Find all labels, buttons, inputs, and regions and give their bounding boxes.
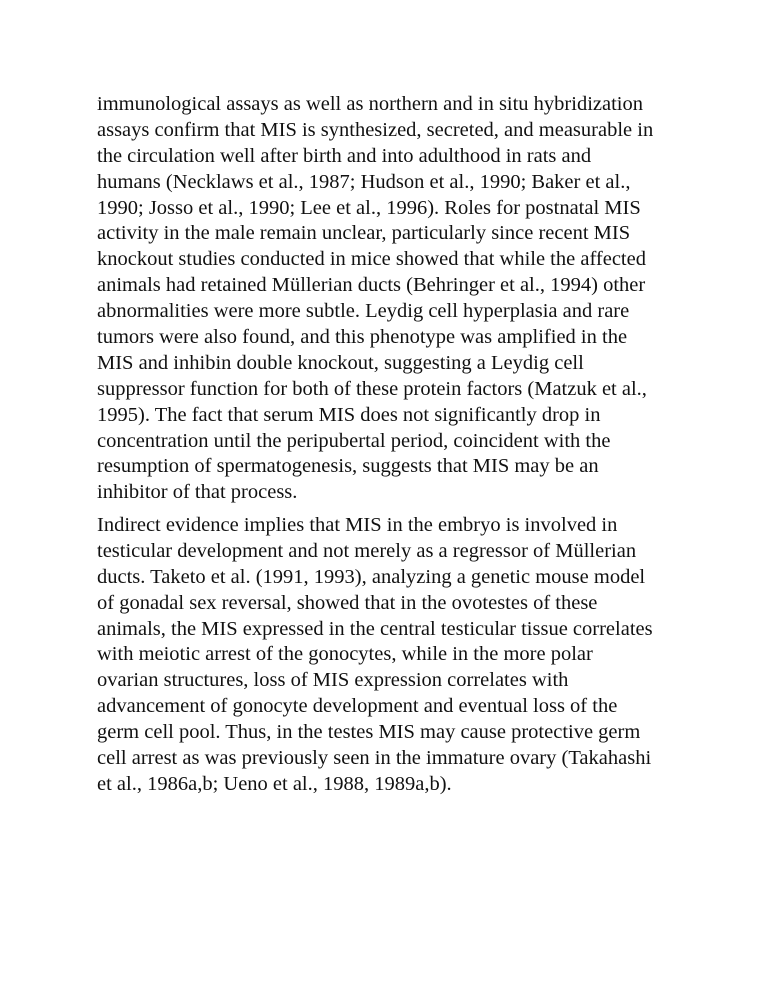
text-line: the circulation well after birth and into adulthood in rats and xyxy=(97,144,592,167)
paragraph-2 xyxy=(97,513,687,798)
text-line: knockout studies conducted in mice showed that while the affected xyxy=(97,248,646,271)
text-line: immunological assays as well as northern and in situ hybridization xyxy=(97,93,643,115)
text-line: tumors were also found, and this phenotype was amplified in the xyxy=(97,326,628,349)
text-line: concentration until the peripubertal period, coincident with the xyxy=(97,429,611,452)
text-line: ovarian structures, loss of MIS expression correlates with xyxy=(97,669,569,692)
text-line: of gonadal sex reversal, showed that in the ovotestes of these xyxy=(97,591,598,614)
text-line: humans (Necklaws et al., 1987; Hudson et al., 1990; Baker et al., xyxy=(97,170,631,193)
text-line: with meiotic arrest of the gonocytes, while in the more polar xyxy=(97,643,593,666)
text-line: testicular development and not merely as a regressor of Müllerian xyxy=(97,539,637,562)
text-line: advancement of gonocyte development and eventual loss of the xyxy=(97,695,618,718)
text-line: activity in the male remain unclear, particularly since recent MIS xyxy=(97,222,631,245)
text-line: ducts. Taketo et al. (1991, 1993), analyzing a genetic mouse model xyxy=(97,565,646,588)
text-line: cell arrest as was previously seen in the immature ovary (Takahashi xyxy=(97,747,652,770)
text-line: MIS and inhibin double knockout, suggesting a Leydig cell xyxy=(97,351,584,374)
text-line: Indirect evidence implies that MIS in the embryo is involved in xyxy=(97,514,618,536)
text-line: animals, the MIS expressed in the central testicular tissue correlates xyxy=(97,617,653,640)
text-line: 1990; Josso et al., 1990; Lee et al., 1996). Roles for postnatal MIS xyxy=(97,196,641,219)
text-line: suppressor function for both of these protein factors (Matzuk et al., xyxy=(97,377,647,400)
text-line: animals had retained Müllerian ducts (Behringer et al., 1994) other xyxy=(97,274,646,297)
paragraph-1 xyxy=(97,92,687,506)
text-line: inhibitor of that process. xyxy=(97,481,298,504)
text-line: assays confirm that MIS is synthesized, secreted, and measurable in xyxy=(97,118,654,141)
text-line: resumption of spermatogenesis, suggests that MIS may be an xyxy=(97,455,599,478)
text-line: et al., 1986a,b; Ueno et al., 1988, 1989a,b). xyxy=(97,772,452,795)
text-line: 1995). The fact that serum MIS does not significantly drop in xyxy=(97,403,601,426)
text-line: abnormalities were more subtle. Leydig cell hyperplasia and rare xyxy=(97,300,630,323)
text-line: germ cell pool. Thus, in the testes MIS may cause protective germ xyxy=(97,721,641,744)
